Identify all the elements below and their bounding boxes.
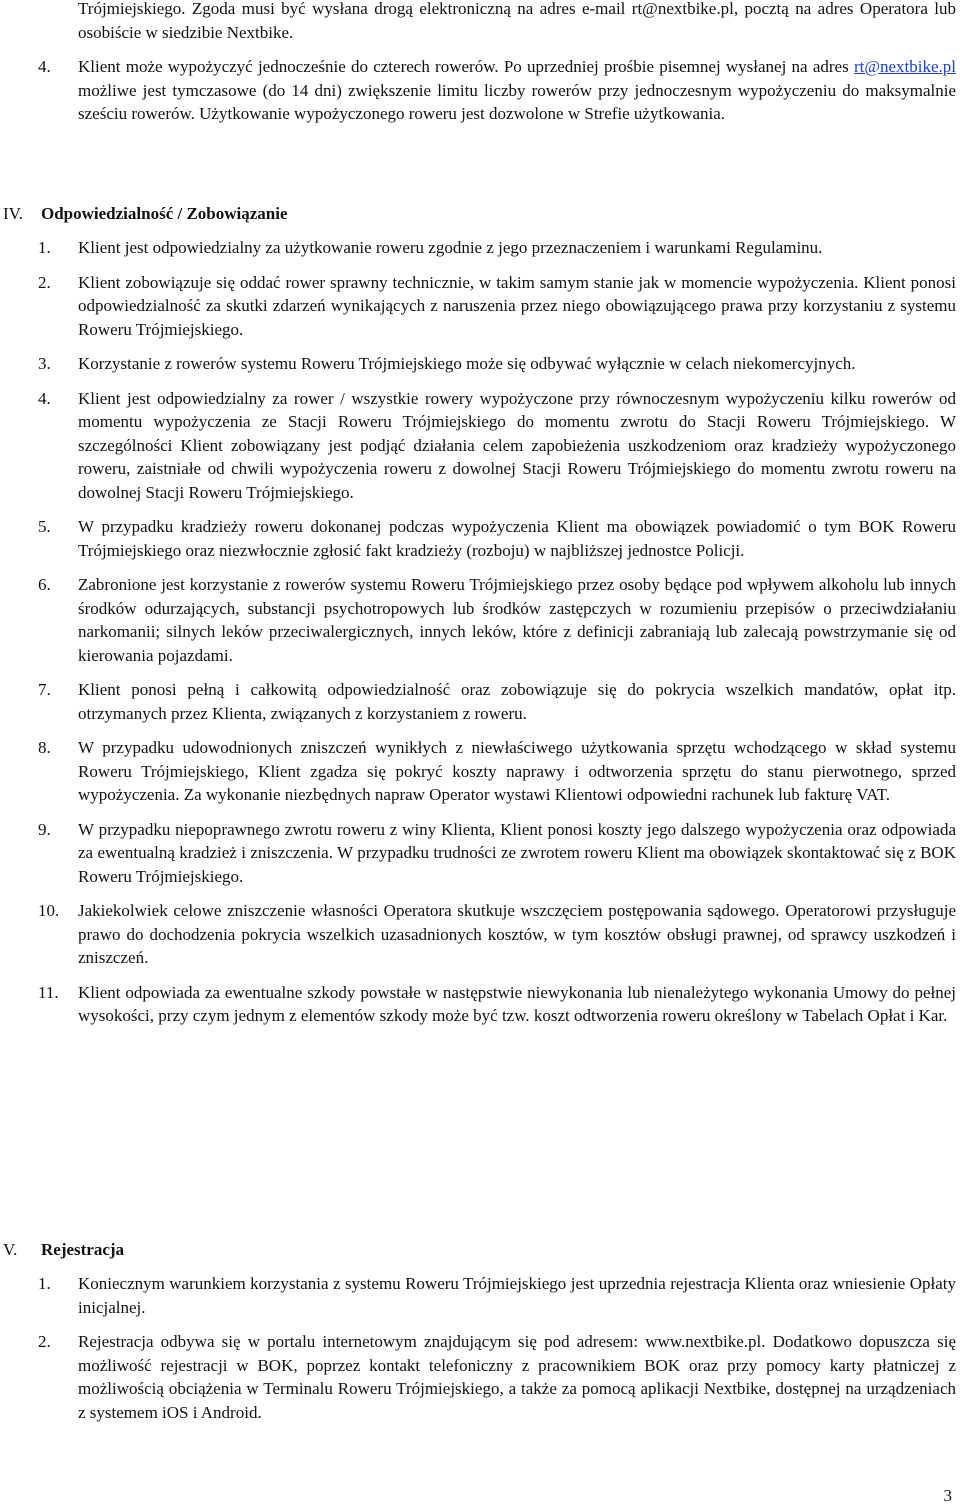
section-4-list bbox=[0, 236, 960, 1039]
list-item-6 bbox=[0, 573, 960, 667]
list-item-9 bbox=[0, 818, 960, 889]
list-item-1 bbox=[0, 236, 960, 260]
list-item-1 bbox=[0, 1272, 960, 1319]
list-text: Rejestracja odbywa się w portalu internetowym znajdującym się pod adresem: www.nextbike.pl. Dodatkowo dopuszcza się możliwość rejestracji w BOK, poprzez kontakt telefoniczny z pracownikiem BOK oraz przy pomocy karty płatniczej z możliwością obciążenia w Terminalu Roweru Trójmiejskiego, a także za pomocą aplikacji Nextbike, dostępnej na urządzeniach z systemem iOS i Android. bbox=[78, 1332, 956, 1422]
list-text: Zabronione jest korzystanie z rowerów systemu Roweru Trójmiejskiego przez osoby będące pod wpływem alkoholu lub innych środków odurzających, substancji psychotropowych lub środków zastępczych w rozumieniu przepisów o przeciwdziałaniu narkomanii; silnych leków przeciwalergicznych, innych leków, które z definicji zabraniają lub zalecają powstrzymanie się od kierowania pojazdami. bbox=[78, 575, 956, 665]
list-number: 5. bbox=[38, 517, 51, 536]
list-item-2 bbox=[0, 1330, 960, 1424]
list-text-part-a: Klient może wypożyczyć jednocześnie do czterech rowerów. Po uprzedniej prośbie pisemnej wysłanej na adres bbox=[78, 57, 854, 76]
list-number: 9. bbox=[38, 819, 51, 839]
list-number: 11. bbox=[38, 982, 59, 1002]
list-text: Jakiekolwiek celowe zniszczenie własności Operatora skutkuje wszczęciem postępowania sądowego. Operatorowi przysługuje prawo do dochodzenia pokrycia wszelkich uzasadnionych kosztów, w tym kosztów obsługi prawnej, od sprawcy uszkodzeń i zniszczeń. bbox=[78, 901, 956, 967]
list-item-3 bbox=[0, 352, 960, 376]
list-text: W przypadku kradzieży roweru dokonanej podczas wypożyczenia Klient ma obowiązek powiadomić o tym BOK Roweru Trójmiejskiego oraz niezwłocznie zgłosić fakt kradzieży (rozboju) w najbliższej jednostce Policji. bbox=[78, 517, 956, 560]
list-item-10 bbox=[0, 899, 960, 970]
list-item-4 bbox=[0, 387, 960, 505]
list-item-7 bbox=[0, 678, 960, 725]
list-text-part-b: możliwe jest tymczasowe (do 14 dni) zwiększenie limitu liczby rowerów przy jednoczesnym wypożyczeniu do maksymalnie sześciu rowerów. Użytkowanie wypożyczonego roweru jest dozwolone w Strefie użytkowania. bbox=[78, 80, 956, 123]
list-item-4 bbox=[0, 55, 960, 126]
list-item-2 bbox=[0, 271, 960, 342]
list-text: Klient zobowiązuje się oddać rower sprawny technicznie, w takim samym stanie jak w momencie wypożyczenia. Klient ponosi odpowiedzialność za skutki zdarzeń wynikających z naruszenia przez niego obowiązującego prawa przy korzystaniu z systemu Roweru Trójmiejskiego. bbox=[78, 272, 956, 339]
list-item-11 bbox=[0, 981, 960, 1028]
list-item-5 bbox=[0, 515, 960, 562]
list-number: 1. bbox=[38, 1274, 51, 1293]
list-text: W przypadku udowodnionych zniszczeń wynikłych z niewłaściwego użytkowania sprzętu wchodzącego w skład systemu Roweru Trójmiejskiego, Klient zgadza się pokryć koszty naprawy i odtworzenia sprzętu do stanu pierwotnego, sprzed wypożyczenia. Za wykonanie niezbędnych napraw Operator wystawi Klientowi odpowiedni rachunek lub fakturę VAT. bbox=[78, 738, 956, 804]
list-text: Korzystanie z rowerów systemu Roweru Trójmiejskiego może się odbywać wyłącznie w celach niekomercyjnych. bbox=[78, 354, 856, 373]
list-number: 4. bbox=[38, 57, 51, 76]
list-text: Klient ponosi pełną i całkowitą odpowiedzialność oraz zobowiązuje się do pokrycia wszelkich mandatów, opłat itp. otrzymanych przez Klienta, związanych z korzystaniem z roweru. bbox=[78, 680, 956, 723]
list-number: 2. bbox=[38, 1332, 51, 1351]
section-5-list bbox=[0, 1272, 960, 1435]
list-number: 10. bbox=[38, 901, 60, 920]
list-number: 8. bbox=[38, 738, 51, 757]
section-number: IV. bbox=[3, 204, 23, 223]
page-number: 3 bbox=[943, 1485, 952, 1505]
paragraph-continuation: Trójmiejskiego. Zgoda musi być wysłana drogą elektroniczną na adres e-mail rt@nextbike.pl, pocztą na adres Operatora lub osobiście w siedzibie Nextbike. bbox=[78, 0, 956, 42]
list-text: Klient odpowiada za ewentualne szkody powstałe w następstwie niewykonania lub nienależytego wykonania Umowy do pełnej wysokości, przy czym jednym z elementów szkody może być tzw. koszt odtworzenia roweru określony w Tabelach Opłat i Kar. bbox=[78, 982, 956, 1025]
list-number: 4. bbox=[38, 388, 51, 408]
list-item-8 bbox=[0, 736, 960, 807]
section-3-continuation bbox=[0, 0, 960, 137]
list-number: 1. bbox=[38, 238, 51, 257]
list-number: 6. bbox=[38, 575, 51, 594]
list-text: W przypadku niepoprawnego zwrotu roweru z winy Klienta, Klient ponosi koszty jego dalszego wypożyczenia oraz odpowiada za ewentualną kradzież i zniszczenia. W przypadku trudności ze zwrotem roweru Klient ma obowiązek skontaktować się z BOK Roweru Trójmiejskiego. bbox=[78, 819, 956, 886]
email-link[interactable]: rt@nextbike.pl bbox=[853, 57, 956, 76]
list-text: Klient jest odpowiedzialny za użytkowanie roweru zgodnie z jego przeznaczeniem i warunkami Regulaminu. bbox=[78, 238, 823, 257]
list-text: Koniecznym warunkiem korzystania z systemu Roweru Trójmiejskiego jest uprzednia rejestracja Klienta oraz wniesienie Opłaty inicjalnej. bbox=[78, 1274, 956, 1317]
list-number: 2. bbox=[38, 272, 51, 292]
list-text: Klient jest odpowiedzialny za rower / wszystkie rowery wypożyczone przy równoczesnym wypożyczeniu kilku rowerów od momentu wypożyczenia ze Stacji Roweru Trójmiejskiego do momentu zwrotu do Stacji Roweru Trójmiejskiego. W szczególności Klient zobowiązany jest podjąć działania celem zapobieżenia uszkodzeniom oraz kradzieży wypożyczonego roweru, zaistniałe od chwili wypożyczenia roweru z dowolnej Stacji Roweru Trójmiejskiego do momentu zwrotu roweru na dowolnej Stacji Roweru Trójmiejskiego. bbox=[78, 388, 956, 502]
list-number: 3. bbox=[38, 354, 51, 373]
section-title: Rejestracja bbox=[41, 1240, 125, 1259]
section-title: Odpowiedzialność / Zobowiązanie bbox=[41, 204, 288, 223]
list-number: 7. bbox=[38, 680, 51, 699]
section-number: V. bbox=[3, 1240, 18, 1259]
